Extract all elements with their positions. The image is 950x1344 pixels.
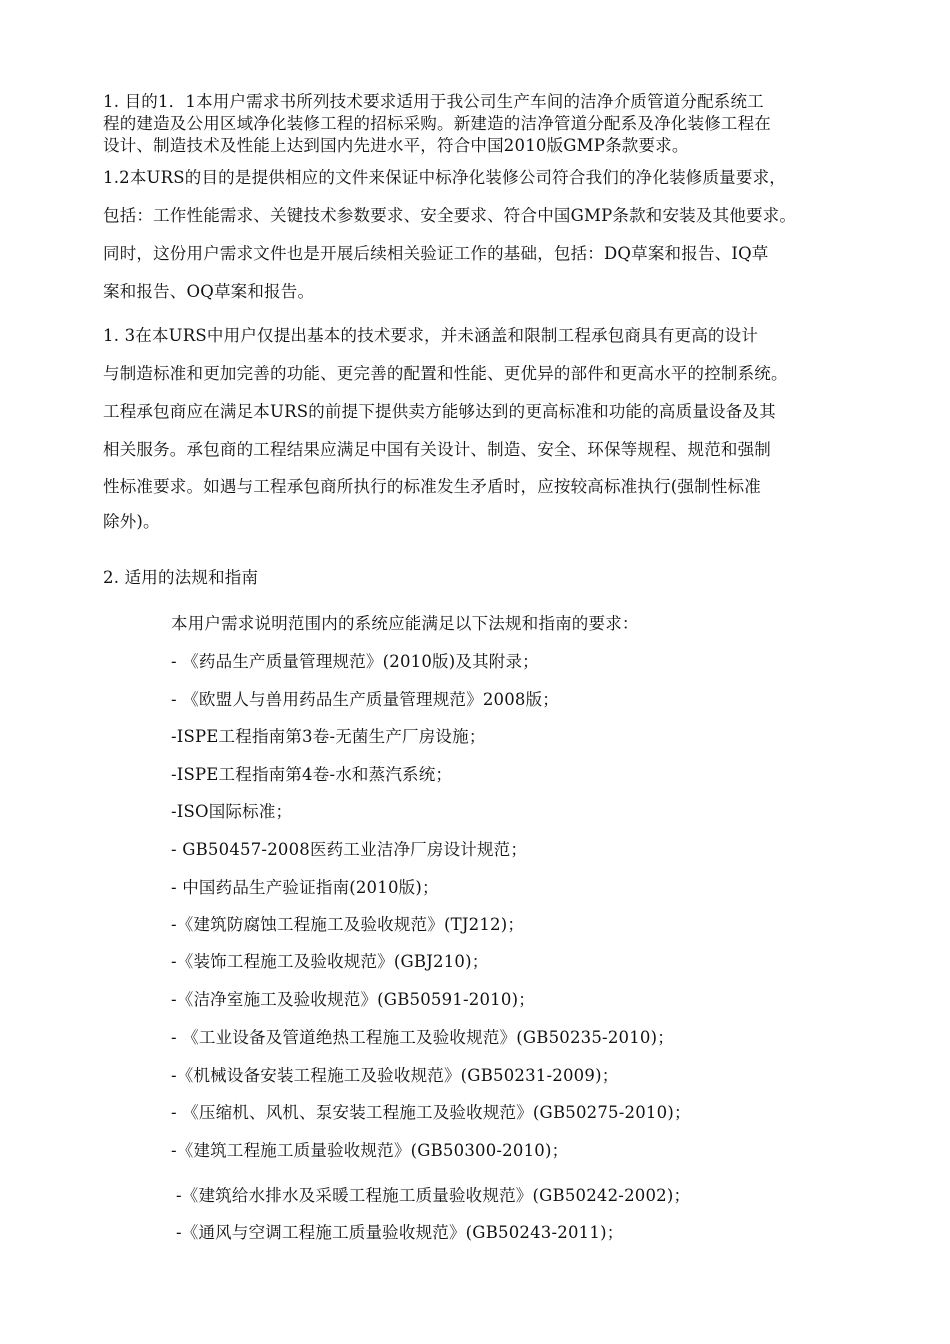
regulation-list-item: -《通风与空调工程施工质量验收规范》(GB50243-2011)； <box>176 1223 624 1242</box>
regulation-list-item: - 《工业设备及管道绝热工程施工及验收规范》(GB50235-2010)； <box>171 1028 674 1047</box>
regulation-list-item: - GB50457-2008医药工业洁净厂房设计规范； <box>171 840 528 859</box>
section-heading: 2. 适用的法规和指南 <box>103 568 259 587</box>
scope-paragraph-line: 工程承包商应在满足本URS的前提下提供卖方能够达到的更高标准和功能的高质量设备及其 <box>103 402 776 421</box>
regulation-list-item: -《洁净室施工及验收规范》(GB50591-2010)； <box>171 990 535 1009</box>
urs-purpose-line: 1.2本URS的目的是提供相应的文件来保证中标净化装修公司符合我们的净化装修质量要求， <box>103 168 786 187</box>
section-intro: 本用户需求说明范围内的系统应能满足以下法规和指南的要求： <box>171 614 639 633</box>
regulation-list-item: -ISPE工程指南第4卷-水和蒸汽系统； <box>171 765 453 784</box>
regulation-list-item: - 中国药品生产验证指南(2010版)； <box>171 878 439 897</box>
urs-purpose-line: 案和报告、OQ草案和报告。 <box>103 282 315 301</box>
regulation-list-item: -《建筑防腐蚀工程施工及验收规范》(TJ212)； <box>171 915 525 934</box>
scope-paragraph-line: 1. 3在本URS中用户仅提出基本的技术要求，并未涵盖和限制工程承包商具有更高的设计 <box>103 326 759 345</box>
regulation-list-item: - 《压缩机、风机、泵安装工程施工及验收规范》(GB50275-2010)； <box>171 1103 691 1122</box>
scope-paragraph-line: 除外)。 <box>103 512 160 531</box>
purpose-paragraph-line: 程的建造及公用区域净化装修工程的招标采购。新建造的洁净管道分配系及净化装修工程在 <box>103 114 771 133</box>
urs-purpose-line: 同时，这份用户需求文件也是开展后续相关验证工作的基础，包括：DQ草案和报告、IQ草 <box>103 244 769 263</box>
scope-paragraph-line: 性标准要求。如遇与工程承包商所执行的标准发生矛盾时，应按较高标准执行(强制性标准 <box>103 477 761 496</box>
scope-paragraph-line: 与制造标准和更加完善的功能、更完善的配置和性能、更优异的部件和更高水平的控制系统。 <box>103 364 788 383</box>
purpose-paragraph-line: 设计、制造技术及性能上达到国内先进水平，符合中国2010版GMP条款要求。 <box>103 136 689 155</box>
urs-purpose-line: 包括：工作性能需求、关键技术参数要求、安全要求、符合中国GMP条款和安装及其他要求。 <box>103 206 797 225</box>
regulation-list-item: -《机械设备安装工程施工及验收规范》(GB50231-2009)； <box>171 1066 619 1085</box>
regulation-list-item: -《建筑给水排水及采暖工程施工质量验收规范》(GB50242-2002)； <box>176 1186 691 1205</box>
regulation-list-item: -《建筑工程施工质量验收规范》(GB50300-2010)； <box>171 1141 569 1160</box>
scope-paragraph-line: 相关服务。承包商的工程结果应满足中国有关设计、制造、安全、环保等规程、规范和强制 <box>103 440 771 459</box>
purpose-paragraph-line: 1. 目的1．1本用户需求书所列技术要求适用于我公司生产车间的洁净介质管道分配系统工 <box>103 92 764 111</box>
regulation-list-item: - 《药品生产质量管理规范》(2010版)及其附录； <box>171 652 539 671</box>
regulation-list-item: -ISPE工程指南第3卷-无菌生产厂房设施； <box>171 727 486 746</box>
regulation-list-item: -ISO国际标准； <box>171 802 293 821</box>
regulation-list-item: -《装饰工程施工及验收规范》(GBJ210)； <box>171 952 489 971</box>
regulation-list-item: - 《欧盟人与兽用药品生产质量管理规范》2008版； <box>171 690 560 709</box>
